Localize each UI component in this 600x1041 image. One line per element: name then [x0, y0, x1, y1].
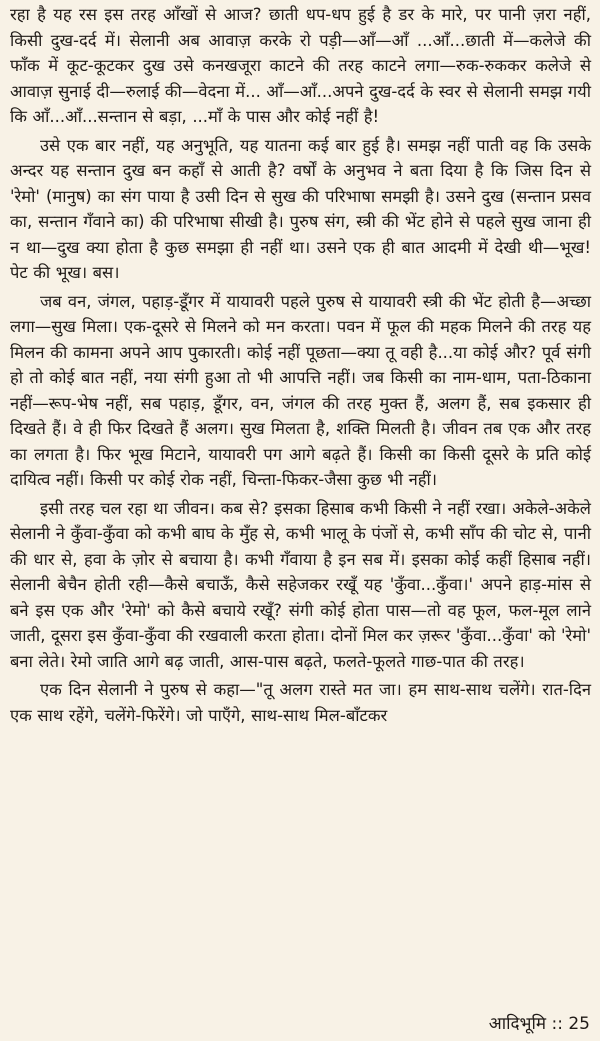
paragraph-1: रहा है यह रस इस तरह आँखों से आज? छाती धप-धप हुई है डर के मारे, पर पानी ज़रा नहीं, किसी दुख-दर्द में। सेलानी अब आवाज़ करके रो पड़ी—आँ—आँ ...आँ...छाती में—कलेजे की फाँक में कूट-कूटकर दुख उसे कनखजूरा काटने की तरह काटने लगा—रुक-रुककर कलेजे से आवाज़ सुनाई दी—रुलाई की—वेदना में... आँ—आँ...अपने दुख-दर्द के स्वर से सेलानी समझ गयी कि आँ...आँ...सन्तान से बड़ा, ...माँ के पास और कोई नहीं है! [10, 5, 591, 126]
page-number: 25 [568, 1014, 590, 1034]
paragraph-4: इसी तरह चल रहा था जीवन। कब से? इसका हिसाब कभी किसी ने नहीं रखा। अकेले-अकेले सेलानी ने कुँवा-कुँवा को कभी बाघ के मुँह से, कभी भालू के पंजों से, कभी साँप की चोट से, पानी की धार से, हवा के ज़ोर से बचाया है। कभी गँवाया है इन सब में। इसका कोई कहीं हिसाब नहीं। सेलानी बेचैन होती रही—कैसे बचाऊँ, कैसे सहेजकर रखूँ यह 'कुँवा...कुँवा।' अपने हाड़-मांस से बने इस एक और 'रेमो' को कैसे बचाये रखूँ? संगी कोई होता पास—तो वह फूल, फल-मूल लाने जाती, दूसरा इस कुँवा-कुँवा की रखवाली करता होता। दोनों मिल कर ज़रूर 'कुँवा...कुँवा' को 'रेमो' बना लेते। रेमो जाति आगे बढ़ जाती, आस-पास बढ़ते, फलते-फूलते गाछ-पात की तरह। [10, 498, 592, 671]
paragraph-2: उसे एक बार नहीं, यह अनुभूति, यह यातना कई बार हुई है। समझ नहीं पाती वह कि उसके अन्दर यह सन्तान दुख बन कहाँ से आती है? वर्षों के अनुभव ने बता दिया है कि जिस दिन से 'रेमो' (मानुष) का संग पाया है उसी दिन से सुख की परिभाषा समझी है। उसने दुख (सन्तान प्रसव का, सन्तान गँवाने का) की परिभाषा सीखी है। पुरुष संग, स्त्री की भेंट होने से पहले सुख जाना ही न था—दुख क्या होता है कुछ समझा ही नहीं था। उसने एक ही बात आदमी में देखी थी—भूख! पेट की भूख। बस। [10, 135, 591, 282]
paragraph-3: जब वन, जंगल, पहाड़-डूँगर में यायावरी पहले पुरुष से यायावरी स्त्री की भेंट होती है—अच्छा लगा—सुख मिला। एक-दूसरे से मिलने को मन करता। पवन में फूल की महक मिलने की तरह यह मिलन की कामना अपने आप पुकारती। कोई नहीं पूछता—क्या तू वही है...या कोई और? पूर्व संगी हो तो कोई बात नहीं, नया संगी हुआ तो भी आपत्ति नहीं। जब किसी का नाम-धाम, पता-ठिकाना नहीं—रूप-भेष नहीं, सब पहाड़, डूँगर, वन, जंगल की तरह मुक्त हैं, अलग हैं, सब इकसार ही दिखते हैं। वे ही फिर दिखते हैं अलग। सुख मिलता है, शक्ति मिलती है। जीवन तब एक और तरह का लगता है। फिर भूख मिटाने, यायावरी पग आगे बढ़ते हैं। किसी का किसी दूसरे के प्रति कोई दायित्व नहीं। किसी पर कोई रोक नहीं, चिन्ता-फिकर-जैसा कुछ भी नहीं। [10, 291, 591, 489]
page-footer [489, 1013, 590, 1035]
book-title: आदिभूमि [488, 1014, 547, 1034]
paragraph-5: एक दिन सेलानी ने पुरुष से कहा—"तू अलग रास्ते मत जा। हम साथ-साथ चलेंगे। रात-दिन एक साथ रहेंगे, चलेंगे-फिरेंगे। जो पाएँगे, साथ-साथ मिल-बाँटकर [10, 680, 591, 725]
footer-separator: :: [551, 1014, 563, 1034]
body-text [10, 2, 591, 728]
